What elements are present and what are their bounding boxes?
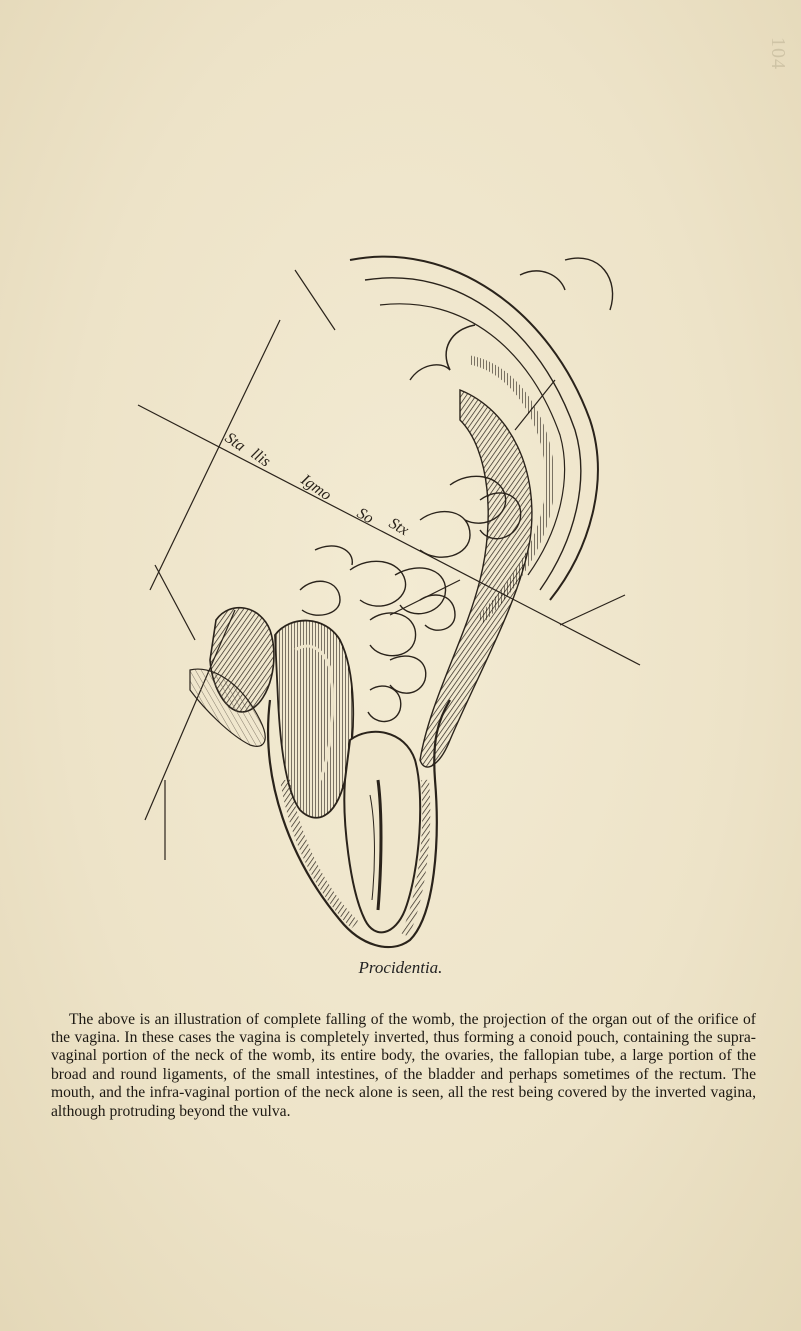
diagram-label: So — [354, 504, 377, 528]
diagram-label: Sta — [221, 429, 249, 456]
posterior-tissue — [420, 390, 532, 767]
illustration-labels — [222, 429, 412, 539]
page-number: 104 — [767, 37, 789, 70]
pubic-bone — [190, 608, 274, 747]
uterus — [344, 732, 420, 933]
figure-caption: Procidentia. — [358, 958, 443, 977]
diagram-label: Stx — [386, 514, 412, 540]
procidentia-illustration — [120, 220, 660, 960]
diagram-label: llis — [247, 445, 274, 471]
body-paragraph: The above is an illustration of complete falling of the womb, the projection of the organ out of the orifice of the vagina. In these cases the vagina is completely inverted, thus forming a conoid pouch, containing the supra-vaginal portion of the neck of the womb, its entire body, the ovaries, the fallopian tube, a large portion of the broad and round ligaments, of the small intestines, of the bladder and perhaps sometimes of the rectum. The mouth, and the infra-vaginal portion of the neck alone is seen, all the rest being covered by the inverted vagina, although protruding beyond the vulva. — [51, 1010, 756, 1120]
diagram-label: Igmo — [297, 471, 335, 505]
